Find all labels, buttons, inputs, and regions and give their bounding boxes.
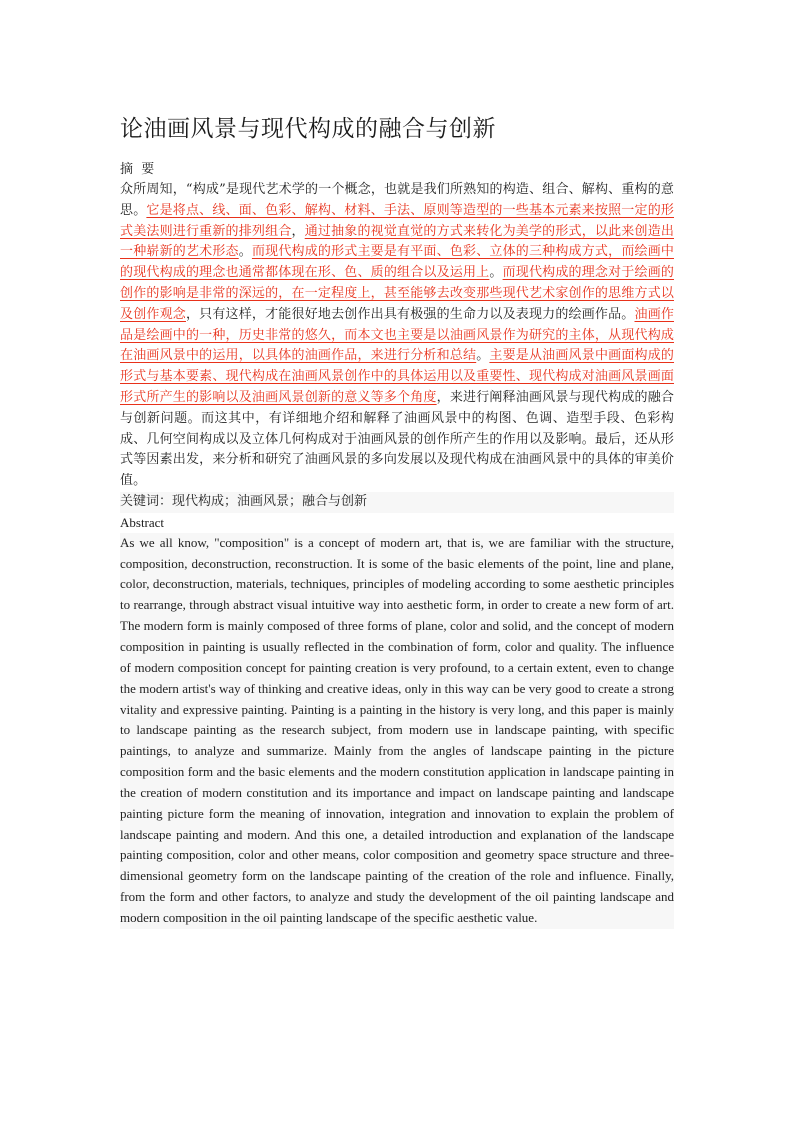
keywords-line: 关键词：现代构成；油画风景；融合与创新 — [120, 492, 674, 513]
abstract-en-heading: Abstract — [120, 514, 165, 530]
document-page — [120, 112, 674, 929]
text-segment: 众所周知，“构成”是现代艺术学的一个概念，也就是我们所熟知的构造、组合、解构、重构的意思。 — [120, 182, 674, 218]
highlighted-segment: 它是将点、线、面、色彩、解构、材料、手法、原则等造型的一些基本元素来按照一定的形式美法则进行重新的排列组合 — [120, 202, 674, 239]
highlighted-segment: 主要是从油画风景中画面构成的形式与基本要素、现代构成在油画风景创作中的具体运用以及重要性、现代构成对油画风景画面形式所产生的影响以及油画风景创新的意义等多个角度 — [120, 348, 675, 405]
highlighted-segment: 而现代构成的理念对于绘画的创作的影响是非常的深远的，在一定程度上，甚至能够去改变那些现代艺术家创作的思维方式以及创作观念 — [120, 265, 674, 322]
english-abstract: As we all know, "composition" is a concept of modern art, that is, we are familiar with the structure, composition, deconstruction, reconstruction. It is some of the basic elements of the point, line and plane, color, deconstruction, materials, techniques, principles of modeling according to some aesthetic principles to rearrange, through abstract visual intuitive way into aesthetic form, in order to create a new form of art. The modern form is mainly composed of three forms of plane, color and solid, and the concept of modern composition in painting is usually reflected in the combination of form, color and quality. The influence of modern composition concept for painting creation is very profound, to a certain extent, even to change the modern artist's way of thinking and creative ideas, only in this way can be very good to create a strong vitality and expressive painting. Painting is a painting in the history is very long, and this paper is mainly to landscape painting as the research subject, from modern use in landscape painting, with specific paintings, to analyze and summarize. Mainly from the angles of landscape painting in the picture composition form and the basic elements and the modern constitution application in landscape painting in the creation of modern constitution and its importance and impact on landscape painting and landscape painting picture form the meaning of innovation, integration and innovation to explain the problem of landscape painting and modern. And this one, a detailed introduction and explanation of the landscape painting composition, color and other means, color composition and geometry space structure and three-dimensional geometry form on the landscape painting of the creation of the role and influence. Finally, from the form and other factors, to analyze and study the development of the oil painting landscape and modern composition in the oil painting landscape of the specific aesthetic value. — [120, 533, 674, 929]
text-segment: ，只有这样，才能很好地去创作出具有极强的生命力以及表现力的绘画作品。 — [185, 306, 635, 322]
page-title: 论油画风景与现代构成的融合与创新 — [120, 116, 496, 142]
text-segment: ， — [291, 223, 305, 239]
text-segment: 。 — [489, 265, 503, 281]
highlighted-segment: 而现代构成的形式主要是有平面、色彩、立体的三种构成方式，而绘画中的现代构成的理念也通常都体现在形、色、质的组合以及运用上 — [120, 244, 674, 281]
abstract-heading: 摘 要 — [120, 162, 155, 177]
text-segment: 。 — [238, 244, 252, 260]
text-segment: 。 — [476, 348, 490, 364]
text-segment: ，来进行阐释油画风景与现代构成的融合与创新问题。而这其中，有详细地介绍和解释了油画风景中的构图、色调、造型手段、色彩构成、几何空间构成以及立体几何构成对于油画风景的创作所产生的作用以及影响。最后，还从形式等因素出发，来分析和研究了油画风景的多向发展以及现代构成在油画风景中的具体的审美价值。 — [120, 389, 674, 489]
highlighted-segment: 通过抽象的视觉直觉的方式来转化为美学的形式，以此来创造出一种崭新的艺术形态 — [120, 223, 674, 260]
highlighted-segment: 油画作品是绘画中的一种，历史非常的悠久，而本文也主要是以油画风景作为研究的主体，从现代构成在油画风景中的运用，以具体的油画作品，来进行分析和总结 — [120, 306, 674, 364]
chinese-abstract — [120, 180, 674, 492]
